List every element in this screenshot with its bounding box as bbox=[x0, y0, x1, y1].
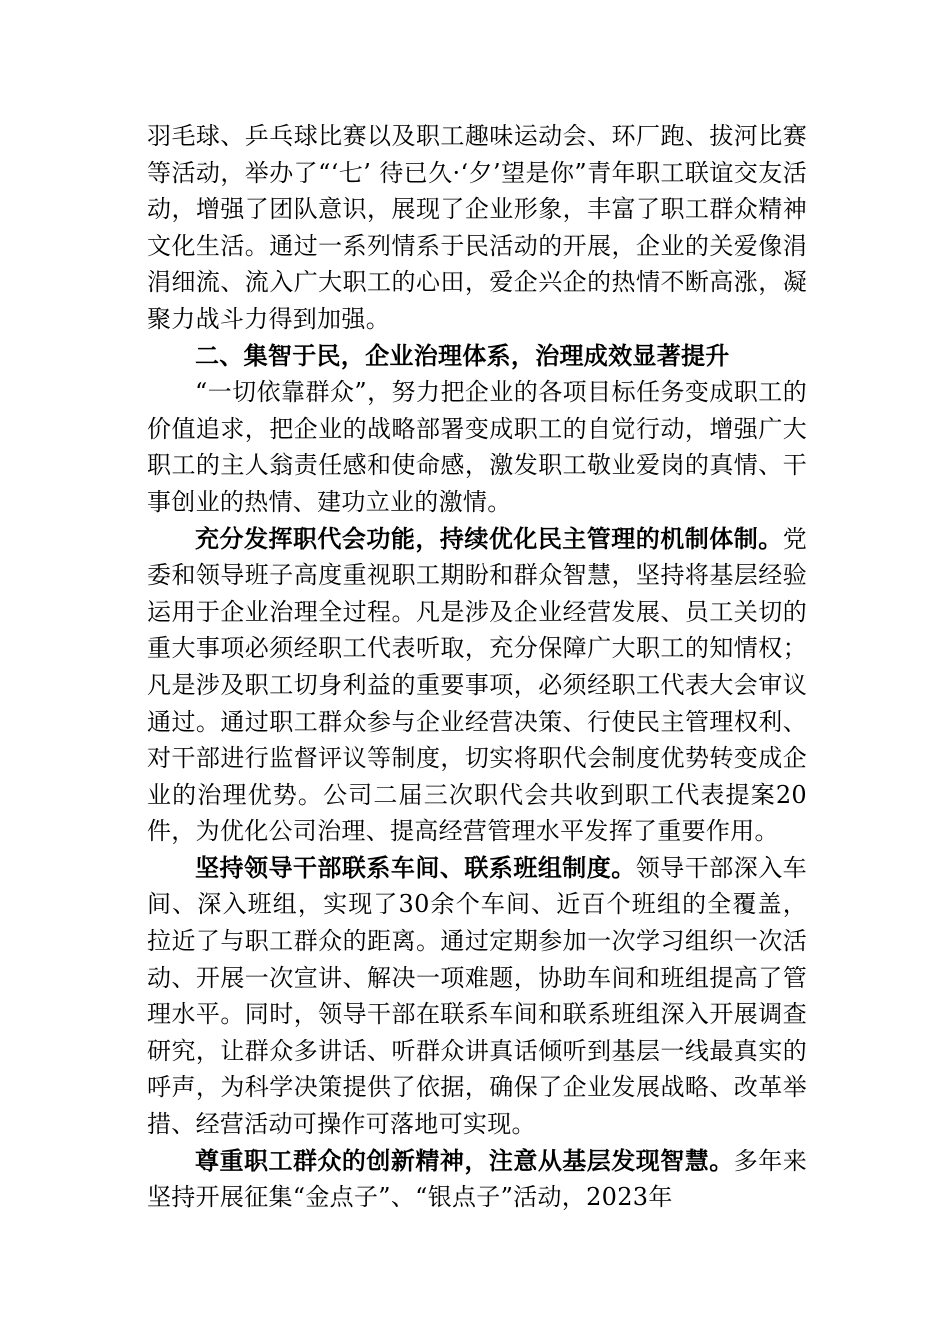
paragraph-rely-on-masses: “一切依靠群众”，努力把企业的各项目标任务变成职工的价值追求，把企业的战略部署变成职工的自觉行动，增强广大职工的主人翁责任感和使命感，激发职工敬业爱岗的真情、干事创业的热情、建功立业的激情。 bbox=[147, 378, 807, 516]
paragraph-text: 党委和领导班子高度重视职工期盼和群众智慧，坚持将基层经验运用于企业治理全过程。凡是涉及企业经营发展、员工关切的重大事项必须经职工代表听取，充分保障广大职工的知情权；凡是涉及职工切身利益的重要事项，必须经职工代表大会审议通过。通过职工群众参与企业经营决策、行使民主管理权利、对干部进行监督评议等制度，切实将职代会制度优势转变成企业的治理优势。公司二届三次职代会共收到职工代表提案20件，为优化公司治理、提高经营管理水平发挥了重要作用。 bbox=[147, 524, 807, 846]
paragraph-lead: 坚持领导干部联系车间、联系班组制度。 bbox=[195, 852, 636, 882]
paragraph-lead: 充分发挥职代会功能，持续优化民主管理的机制体制。 bbox=[195, 523, 783, 553]
paragraph-innovation bbox=[147, 1143, 807, 1216]
section-heading: 二、集智于民，企业治理体系，治理成效显著提升 bbox=[195, 340, 730, 370]
paragraph-text: 领导干部深入车间、深入班组，实现了30余个车间、近百个班组的全覆盖，拉近了与职工群众的距离。通过定期参加一次学习组织一次活动、开展一次宣讲、解决一项难题，协助车间和班组提高了管理水平。同时，领导干部在联系车间和联系班组深入开展调查研究，让群众多讲话、听群众讲真话倾听到基层一线最真实的呼声，为科学决策提供了依据，确保了企业发展战略、改革举措、经营活动可操作可落地可实现。 bbox=[147, 853, 807, 1139]
paragraph-leader-contact bbox=[147, 850, 807, 1143]
paragraph-text: 多年来坚持开展征集“金点子”、“银点子”活动，2023年 bbox=[147, 1146, 807, 1212]
paragraph-lead: 尊重职工群众的创新精神，注意从基层发现智慧。 bbox=[195, 1145, 734, 1175]
document-body bbox=[147, 118, 807, 1216]
paragraph-workers-congress bbox=[147, 521, 807, 850]
paragraph-activities: 羽毛球、乒乓球比赛以及职工趣味运动会、环厂跑、拔河比赛等活动，举办了“‘七’ 待已久·‘夕’望是你”青年职工联谊交友活动，增强了团队意识，展现了企业形象，丰富了职工群众精神文化生活。通过一系列情系于民活动的开展，企业的关爱像涓涓细流、流入广大职工的心田，爱企兴企的热情不断高涨，凝聚力战斗力得到加强。 bbox=[147, 122, 807, 333]
